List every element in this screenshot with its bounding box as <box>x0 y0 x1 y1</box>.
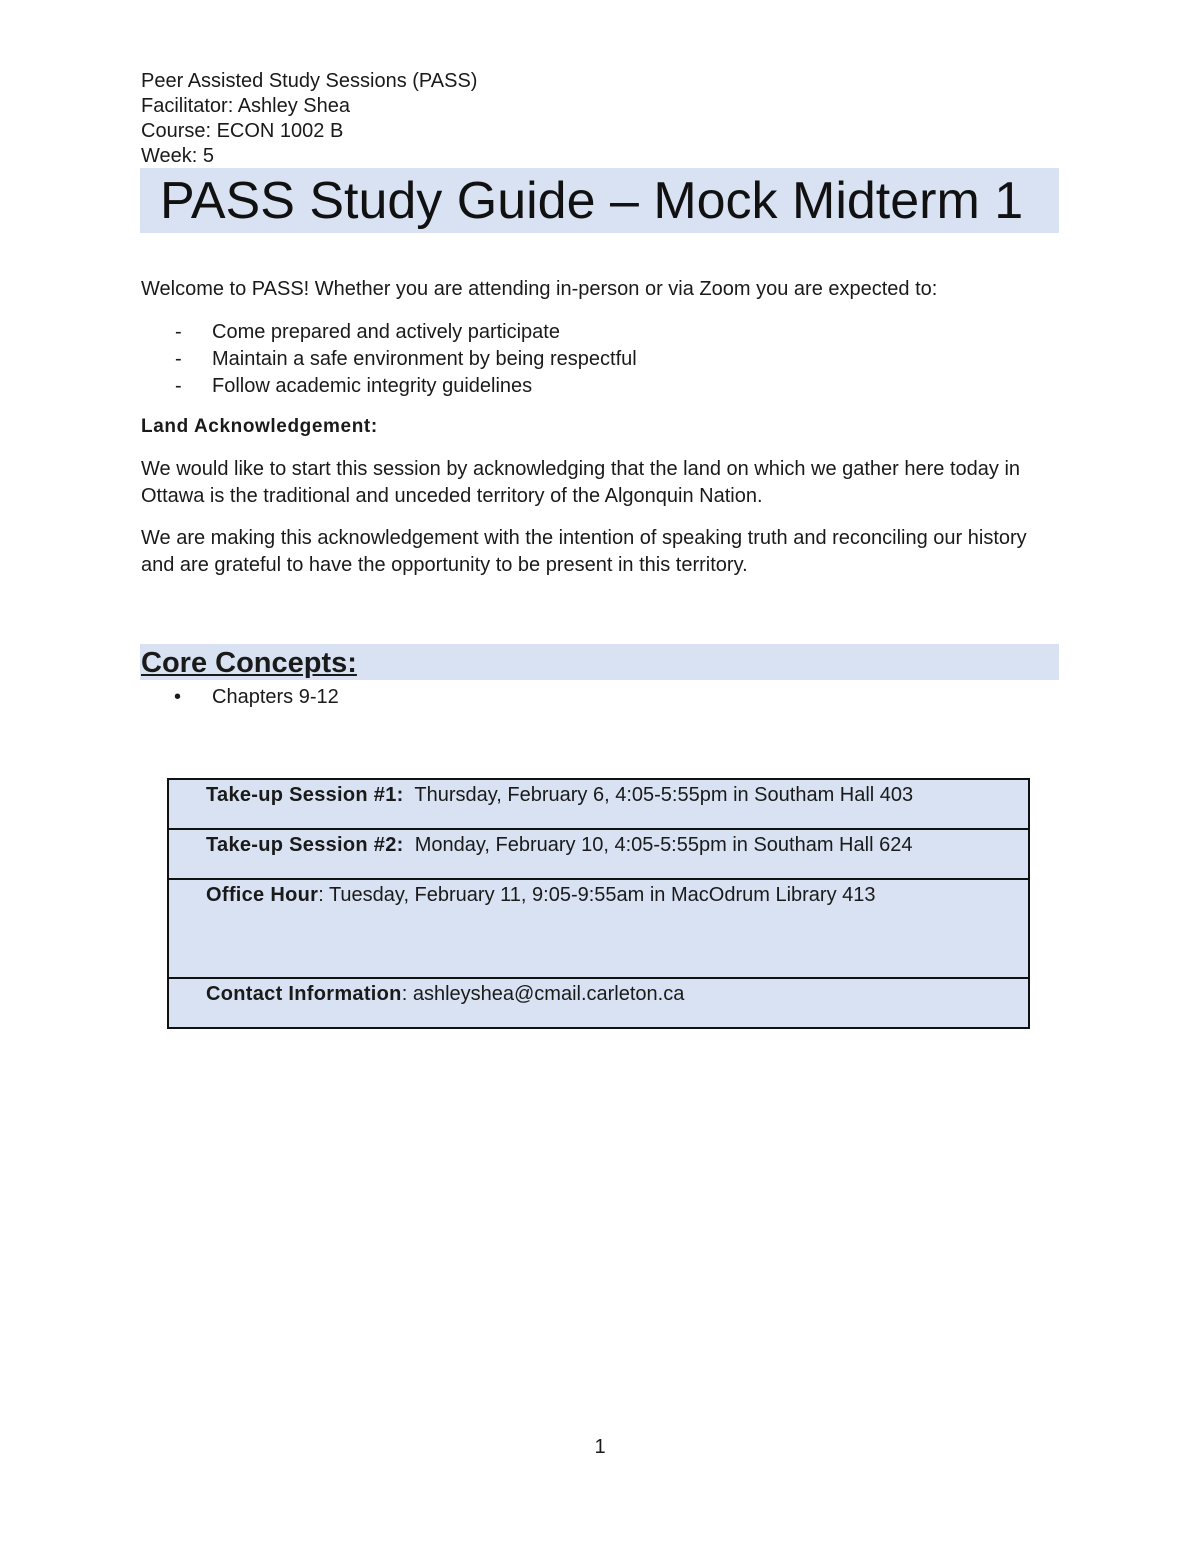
takeup-session-1-cell <box>168 779 1029 829</box>
session-info-table <box>167 778 1030 1029</box>
list-item <box>141 684 339 710</box>
core-concepts-heading: Core Concepts: <box>141 647 357 679</box>
land-acknowledgement-heading: Land Acknowledgement: <box>141 416 378 437</box>
takeup-session-1-value: Thursday, February 6, 4:05-5:55pm in Southam Hall 403 <box>414 784 914 806</box>
list-item <box>141 346 637 373</box>
dash-marker: - <box>175 348 182 370</box>
land-acknowledgement-paragraph-2: We are making this acknowledgement with the intention of speaking truth and reconciling our history and are grateful to have the opportunity to be present in this territory. <box>141 527 1027 576</box>
takeup-session-2-label: Take-up Session #2: <box>206 834 404 856</box>
list-item <box>141 373 637 400</box>
contact-info-label: Contact Information <box>206 983 402 1005</box>
list-item-text: Chapters 9-12 <box>212 686 339 708</box>
program-name: Peer Assisted Study Sessions (PASS) <box>141 70 478 92</box>
takeup-session-1-label: Take-up Session #1: <box>206 784 404 806</box>
land-acknowledgement-paragraph-1: We would like to start this session by acknowledging that the land on which we gather here today in Ottawa is the traditional and unceded territory of the Algonquin Nation. <box>141 458 1021 507</box>
list-item-text: Maintain a safe environment by being respectful <box>212 348 637 370</box>
list-item-text: Come prepared and actively participate <box>212 321 560 343</box>
contact-email[interactable]: : ashleyshea@cmail.carleton.ca <box>401 983 685 1005</box>
takeup-session-2-value: Monday, February 10, 4:05-5:55pm in Southam Hall 624 <box>414 834 913 856</box>
office-hour-value: : Tuesday, February 11, 9:05-9:55am in MacOdrum Library 413 <box>318 884 876 906</box>
title-banner <box>140 168 1059 233</box>
list-item-text: Follow academic integrity guidelines <box>212 375 533 397</box>
dash-marker: - <box>175 375 182 397</box>
list-item <box>141 319 637 346</box>
table-row <box>168 779 1029 829</box>
table-row <box>168 829 1029 879</box>
page-title: PASS Study Guide – Mock Midterm 1 <box>160 172 1024 230</box>
office-hour-label: Office Hour <box>206 884 319 906</box>
course-line: Course: ECON 1002 B <box>141 120 344 142</box>
expectations-list <box>141 319 637 400</box>
contact-info-cell <box>168 978 1029 1028</box>
table-row <box>168 879 1029 978</box>
dash-marker: - <box>175 321 182 343</box>
core-concepts-banner <box>140 644 1059 680</box>
intro-text: Welcome to PASS! Whether you are attending in-person or via Zoom you are expected to: <box>141 278 938 300</box>
takeup-session-2-cell <box>168 829 1029 879</box>
document-header <box>141 69 477 169</box>
page-number: 1 <box>594 1436 606 1458</box>
office-hour-cell <box>168 879 1029 978</box>
week-line: Week: 5 <box>141 145 214 167</box>
table-row <box>168 978 1029 1028</box>
facilitator-line: Facilitator: Ashley Shea <box>141 95 350 117</box>
core-concepts-list <box>141 684 339 710</box>
bullet-marker: • <box>174 686 182 708</box>
